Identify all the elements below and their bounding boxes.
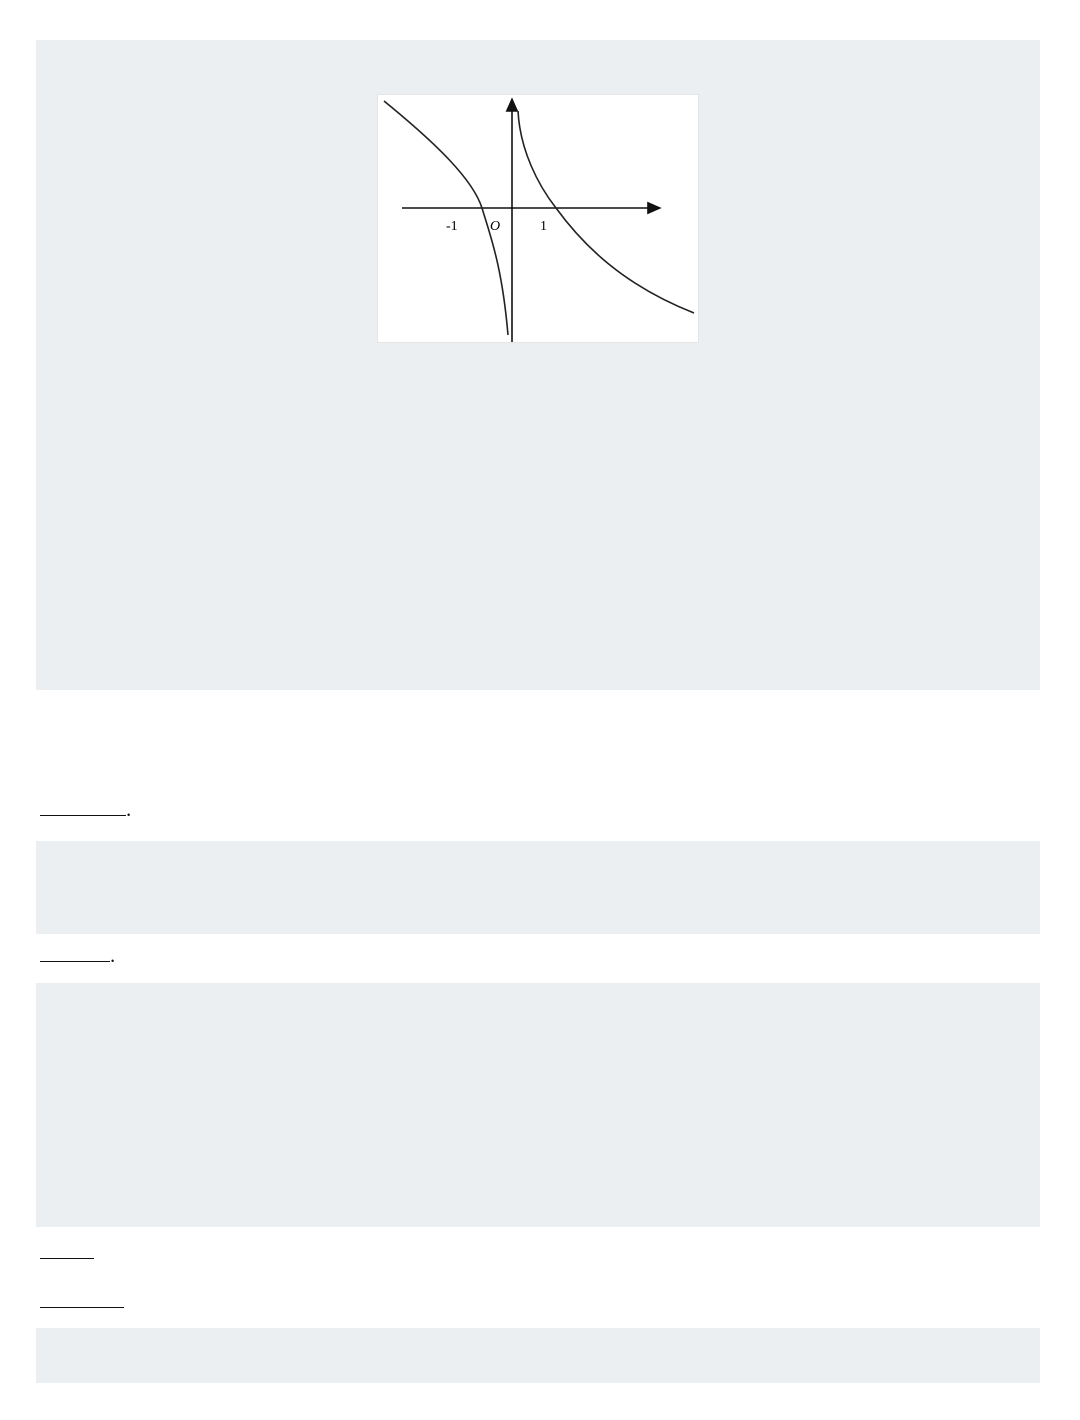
left-branch-curve <box>384 101 508 335</box>
tick-label-1: 1 <box>540 219 547 234</box>
answer-blank-12 <box>40 797 126 816</box>
answer-blank-13 <box>40 943 110 962</box>
question-13-line: . <box>40 941 115 969</box>
origin-label: O <box>490 219 501 234</box>
solution-shade-q12 <box>36 841 1040 934</box>
function-graph-figure <box>377 94 699 343</box>
answer-blank-14a <box>40 1240 94 1259</box>
solution-shade-q13 <box>36 983 1040 1227</box>
right-branch-curve <box>518 111 694 313</box>
question-12-line-2: . <box>40 795 131 823</box>
function-graph-svg <box>378 95 698 342</box>
answer-blank-14b <box>40 1289 124 1308</box>
solution-shade-q14 <box>36 1328 1040 1383</box>
tick-label-neg1: -1 <box>446 219 458 234</box>
question-14-line-2 <box>40 1287 124 1315</box>
question-14-line-1 <box>40 1238 94 1266</box>
